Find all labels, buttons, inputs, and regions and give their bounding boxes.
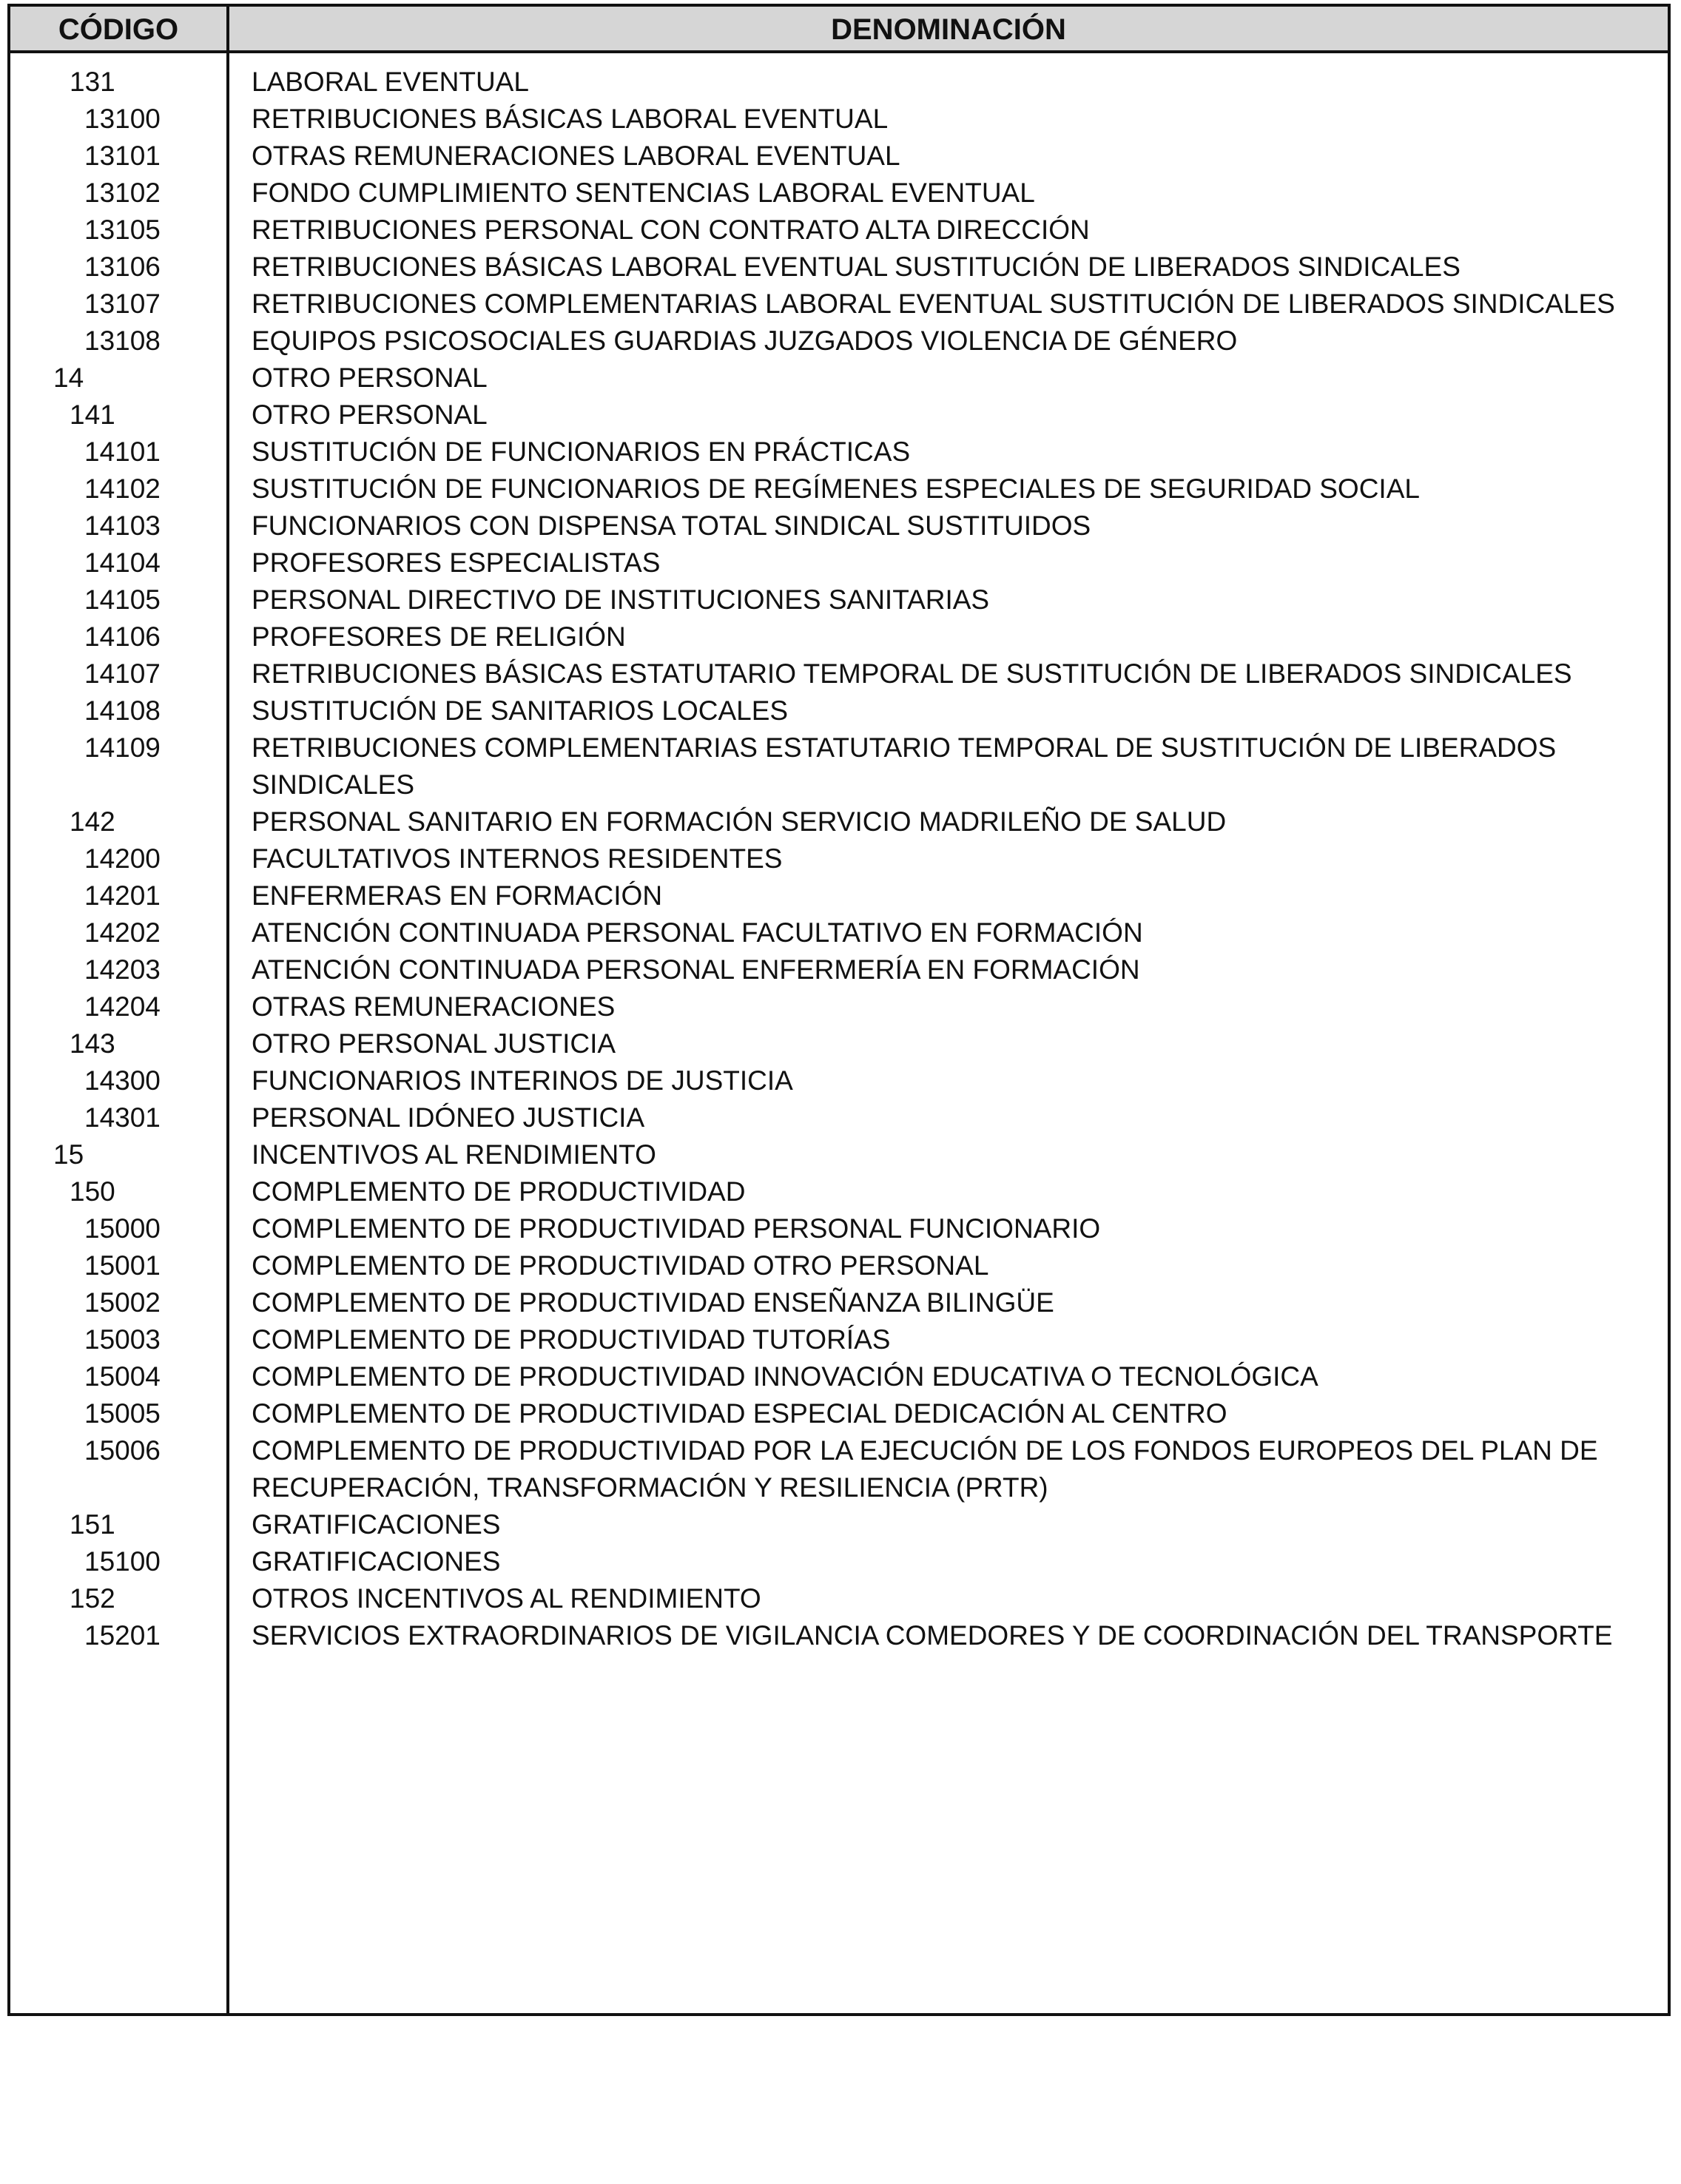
table-row bbox=[10, 840, 1668, 877]
row-code: 142 bbox=[70, 806, 115, 837]
table-row bbox=[10, 212, 1668, 249]
row-name: PROFESORES DE RELIGIÓN bbox=[252, 621, 626, 652]
table-row bbox=[10, 1136, 1668, 1173]
row-name: COMPLEMENTO DE PRODUCTIVIDAD ESPECIAL DEDICACIÓN AL CENTRO bbox=[252, 1398, 1227, 1429]
row-name: PERSONAL IDÓNEO JUSTICIA bbox=[252, 1102, 645, 1133]
row-name: SERVICIOS EXTRAORDINARIOS DE VIGILANCIA COMEDORES Y DE COORDINACIÓN DEL TRANSPORTE bbox=[252, 1620, 1613, 1651]
table-row bbox=[10, 64, 1668, 101]
table-row bbox=[10, 323, 1668, 360]
table-row bbox=[10, 1210, 1668, 1247]
table-row bbox=[10, 582, 1668, 619]
table-row bbox=[10, 101, 1668, 138]
row-name: RETRIBUCIONES BÁSICAS LABORAL EVENTUAL SUSTITUCIÓN DE LIBERADOS SINDICALES bbox=[252, 252, 1461, 282]
row-code: 15100 bbox=[84, 1546, 161, 1577]
table-row bbox=[10, 1506, 1668, 1543]
table-row bbox=[10, 397, 1668, 434]
row-code: 141 bbox=[70, 400, 115, 430]
row-name: OTROS INCENTIVOS AL RENDIMIENTO bbox=[252, 1583, 761, 1614]
row-name: RETRIBUCIONES BÁSICAS ESTATUTARIO TEMPORAL DE SUSTITUCIÓN DE LIBERADOS SINDICALES bbox=[252, 658, 1572, 689]
row-code: 13108 bbox=[84, 326, 161, 356]
table-row bbox=[10, 360, 1668, 397]
table-row bbox=[10, 545, 1668, 582]
budget-code-table bbox=[7, 4, 1671, 2016]
row-code: 13102 bbox=[84, 178, 161, 208]
table-row bbox=[10, 1321, 1668, 1358]
row-code: 150 bbox=[70, 1176, 115, 1207]
row-code: 152 bbox=[70, 1583, 115, 1614]
header-code: CÓDIGO bbox=[58, 13, 179, 46]
row-name: FACULTATIVOS INTERNOS RESIDENTES bbox=[252, 843, 783, 874]
row-name: SUSTITUCIÓN DE FUNCIONARIOS EN PRÁCTICAS bbox=[252, 437, 911, 467]
row-code: 15003 bbox=[84, 1324, 161, 1355]
table-row bbox=[10, 434, 1668, 471]
row-name: ATENCIÓN CONTINUADA PERSONAL FACULTATIVO EN FORMACIÓN bbox=[252, 917, 1143, 948]
row-name: OTRO PERSONAL bbox=[252, 400, 488, 430]
row-code: 15002 bbox=[84, 1287, 161, 1318]
table-row bbox=[10, 1284, 1668, 1321]
row-name: SUSTITUCIÓN DE FUNCIONARIOS DE REGÍMENES ESPECIALES DE SEGURIDAD SOCIAL bbox=[252, 473, 1420, 504]
row-code: 14 bbox=[53, 363, 84, 393]
table-row bbox=[10, 729, 1668, 803]
table-row bbox=[10, 692, 1668, 729]
row-name: COMPLEMENTO DE PRODUCTIVIDAD INNOVACIÓN EDUCATIVA O TECNOLÓGICA bbox=[252, 1361, 1318, 1392]
row-code: 131 bbox=[70, 67, 115, 97]
row-code: 151 bbox=[70, 1509, 115, 1540]
table-body bbox=[10, 64, 1668, 1654]
table-row bbox=[10, 1025, 1668, 1062]
row-code: 14107 bbox=[84, 658, 161, 689]
row-name: COMPLEMENTO DE PRODUCTIVIDAD POR LA EJECUCIÓN DE LOS FONDOS EUROPEOS DEL PLAN DE RECUPERACIÓN, TRANSFORMACIÓN Y RESILIENCIA (PRTR) bbox=[252, 1435, 1598, 1503]
table-row bbox=[10, 1617, 1668, 1654]
row-name: OTRAS REMUNERACIONES bbox=[252, 991, 616, 1022]
row-code: 15000 bbox=[84, 1213, 161, 1244]
row-name: RETRIBUCIONES COMPLEMENTARIAS LABORAL EVENTUAL SUSTITUCIÓN DE LIBERADOS SINDICALES bbox=[252, 289, 1615, 319]
row-code: 14200 bbox=[84, 843, 161, 874]
row-name: COMPLEMENTO DE PRODUCTIVIDAD ENSEÑANZA BILINGÜE bbox=[252, 1287, 1054, 1318]
table-row bbox=[10, 914, 1668, 951]
row-name: COMPLEMENTO DE PRODUCTIVIDAD PERSONAL FUNCIONARIO bbox=[252, 1213, 1101, 1244]
row-code: 143 bbox=[70, 1028, 115, 1059]
table-row bbox=[10, 951, 1668, 988]
row-name: OTRO PERSONAL JUSTICIA bbox=[252, 1028, 616, 1059]
row-code: 13106 bbox=[84, 252, 161, 282]
row-name: ATENCIÓN CONTINUADA PERSONAL ENFERMERÍA EN FORMACIÓN bbox=[252, 954, 1140, 985]
row-name: COMPLEMENTO DE PRODUCTIVIDAD TUTORÍAS bbox=[252, 1324, 891, 1355]
row-name: RETRIBUCIONES COMPLEMENTARIAS ESTATUTARIO TEMPORAL DE SUSTITUCIÓN DE LIBERADOS SINDICALES bbox=[252, 732, 1557, 800]
row-name: PROFESORES ESPECIALISTAS bbox=[252, 547, 661, 578]
table-row bbox=[10, 286, 1668, 323]
row-name: FUNCIONARIOS INTERINOS DE JUSTICIA bbox=[252, 1065, 793, 1096]
table-row bbox=[10, 877, 1668, 914]
row-name: RETRIBUCIONES PERSONAL CON CONTRATO ALTA DIRECCIÓN bbox=[252, 215, 1090, 245]
row-code: 14104 bbox=[84, 547, 161, 578]
row-name: FUNCIONARIOS CON DISPENSA TOTAL SINDICAL SUSTITUIDOS bbox=[252, 510, 1091, 541]
row-code: 14203 bbox=[84, 954, 161, 985]
table-row bbox=[10, 988, 1668, 1025]
row-name: SUSTITUCIÓN DE SANITARIOS LOCALES bbox=[252, 695, 789, 726]
row-code: 14204 bbox=[84, 991, 161, 1022]
table-row bbox=[10, 1432, 1668, 1506]
row-name: EQUIPOS PSICOSOCIALES GUARDIAS JUZGADOS VIOLENCIA DE GÉNERO bbox=[252, 326, 1238, 356]
row-name: RETRIBUCIONES BÁSICAS LABORAL EVENTUAL bbox=[252, 104, 889, 134]
table-row bbox=[10, 508, 1668, 545]
table-row bbox=[10, 138, 1668, 175]
row-code: 14202 bbox=[84, 917, 161, 948]
row-name: GRATIFICACIONES bbox=[252, 1546, 501, 1577]
table-row bbox=[10, 619, 1668, 655]
table-row bbox=[10, 803, 1668, 840]
row-code: 14101 bbox=[84, 437, 161, 467]
row-code: 13105 bbox=[84, 215, 161, 245]
row-code: 13107 bbox=[84, 289, 161, 319]
row-name: COMPLEMENTO DE PRODUCTIVIDAD bbox=[252, 1176, 746, 1207]
table-row bbox=[10, 471, 1668, 508]
row-name: COMPLEMENTO DE PRODUCTIVIDAD OTRO PERSONAL bbox=[252, 1250, 989, 1281]
row-code: 14109 bbox=[84, 732, 161, 763]
row-name: ENFERMERAS EN FORMACIÓN bbox=[252, 880, 663, 911]
row-name: OTRAS REMUNERACIONES LABORAL EVENTUAL bbox=[252, 141, 900, 171]
row-code: 13100 bbox=[84, 104, 161, 134]
row-code: 14201 bbox=[84, 880, 161, 911]
row-code: 15006 bbox=[84, 1435, 161, 1466]
row-code: 14106 bbox=[84, 621, 161, 652]
table-row bbox=[10, 249, 1668, 286]
row-name: OTRO PERSONAL bbox=[252, 363, 488, 393]
table-row bbox=[10, 1543, 1668, 1580]
table-row bbox=[10, 1580, 1668, 1617]
table-row bbox=[10, 655, 1668, 692]
table-row bbox=[10, 1395, 1668, 1432]
row-name: PERSONAL DIRECTIVO DE INSTITUCIONES SANITARIAS bbox=[252, 584, 990, 615]
header-name: DENOMINACIÓN bbox=[831, 13, 1066, 46]
table-header bbox=[10, 7, 1668, 53]
table-row bbox=[10, 1247, 1668, 1284]
table-row bbox=[10, 1099, 1668, 1136]
row-name: FONDO CUMPLIMIENTO SENTENCIAS LABORAL EVENTUAL bbox=[252, 178, 1035, 208]
row-code: 14301 bbox=[84, 1102, 161, 1133]
row-code: 15005 bbox=[84, 1398, 161, 1429]
row-name: LABORAL EVENTUAL bbox=[252, 67, 529, 97]
table-row bbox=[10, 1062, 1668, 1099]
row-code: 14102 bbox=[84, 473, 161, 504]
row-code: 15 bbox=[53, 1139, 84, 1170]
row-code: 15004 bbox=[84, 1361, 161, 1392]
table-row bbox=[10, 1173, 1668, 1210]
table-row bbox=[10, 175, 1668, 212]
row-code: 14105 bbox=[84, 584, 161, 615]
table-row bbox=[10, 1358, 1668, 1395]
row-code: 13101 bbox=[84, 141, 161, 171]
row-name: GRATIFICACIONES bbox=[252, 1509, 501, 1540]
row-code: 14108 bbox=[84, 695, 161, 726]
row-code: 14103 bbox=[84, 510, 161, 541]
row-code: 14300 bbox=[84, 1065, 161, 1096]
row-name: INCENTIVOS AL RENDIMIENTO bbox=[252, 1139, 656, 1170]
row-code: 15201 bbox=[84, 1620, 161, 1651]
row-name: PERSONAL SANITARIO EN FORMACIÓN SERVICIO MADRILEÑO DE SALUD bbox=[252, 806, 1227, 837]
row-code: 15001 bbox=[84, 1250, 161, 1281]
